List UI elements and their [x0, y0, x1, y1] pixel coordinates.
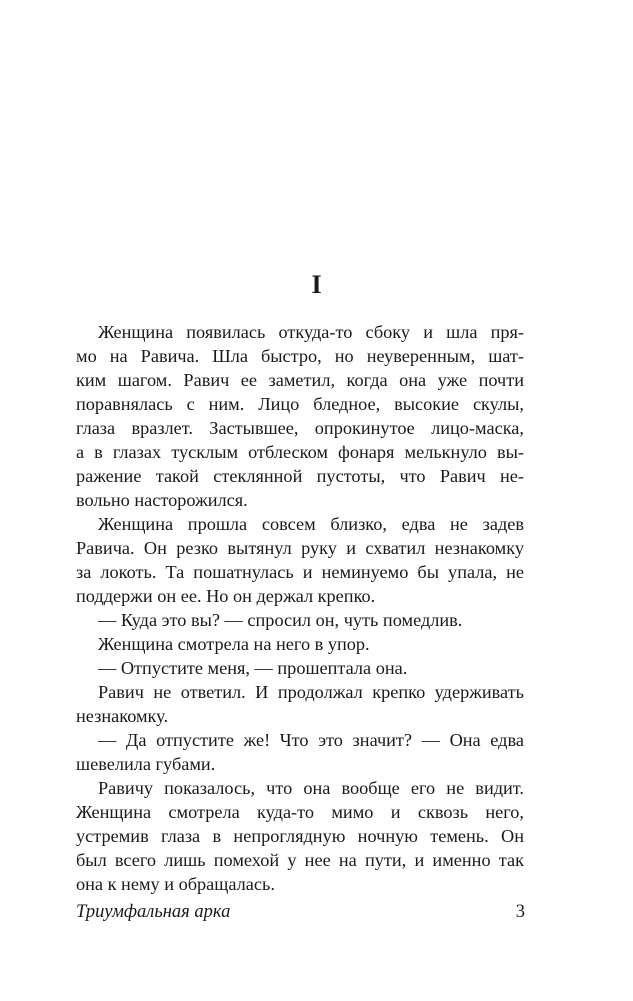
text-line: ким шагом. Равич ее заметил, когда она уже почти — [76, 370, 524, 390]
footer-book-title: Триумфальная арка — [76, 902, 231, 922]
text-line: устремив глаза в непроглядную ночную темень. Он — [76, 826, 524, 846]
text-line: глаза вразлет. Застывшее, опрокинутое лицо-маска, — [76, 418, 524, 438]
text-line: а в глазах тусклым отблеском фонаря мелькнуло вы- — [76, 442, 524, 462]
text-line: Равич не ответил. И продолжал крепко удерживать — [98, 682, 524, 702]
text-line: мо на Равича. Шла быстро, но неуверенным, шат- — [76, 346, 524, 366]
text-line: Женщина появилась откуда-то сбоку и шла пря- — [98, 322, 524, 342]
body-text — [76, 320, 524, 896]
chapter-heading: I — [311, 270, 322, 299]
page-number: 3 — [515, 902, 525, 922]
text-line: Женщина смотрела куда-то мимо и сквозь него, — [76, 802, 524, 822]
text-line: вольно насторожился. — [76, 490, 248, 510]
text-line: Женщина прошла совсем близко, едва не задев — [98, 514, 524, 534]
text-line: — Отпустите меня, — прошептала она. — [98, 658, 408, 678]
text-line: поравнялась с ним. Лицо бледное, высокие скулы, — [76, 394, 524, 414]
text-line: за локоть. Та пошатнулась и неминуемо бы упала, не — [76, 562, 524, 582]
text-line: — Да отпустите же! Что это значит? — Она едва — [98, 730, 524, 750]
text-line: она к нему и обращалась. — [76, 874, 275, 894]
text-line: ражение такой стеклянной пустоты, что Равич не- — [76, 466, 524, 486]
text-line: шевелила губами. — [76, 754, 216, 774]
text-line: Женщина смотрела на него в упор. — [98, 634, 370, 654]
text-line: Равичу показалось, что она вообще его не видит. — [98, 778, 524, 798]
text-line: поддержи он ее. Но он держал крепко. — [76, 586, 376, 606]
text-line: незнакомку. — [76, 706, 169, 726]
text-line: был всего лишь помехой у нее на пути, и именно так — [76, 850, 524, 870]
text-line: Равича. Он резко вытянул руку и схватил незнакомку — [76, 538, 524, 558]
text-line: — Куда это вы? — спросил он, чуть помедлив. — [98, 610, 463, 630]
